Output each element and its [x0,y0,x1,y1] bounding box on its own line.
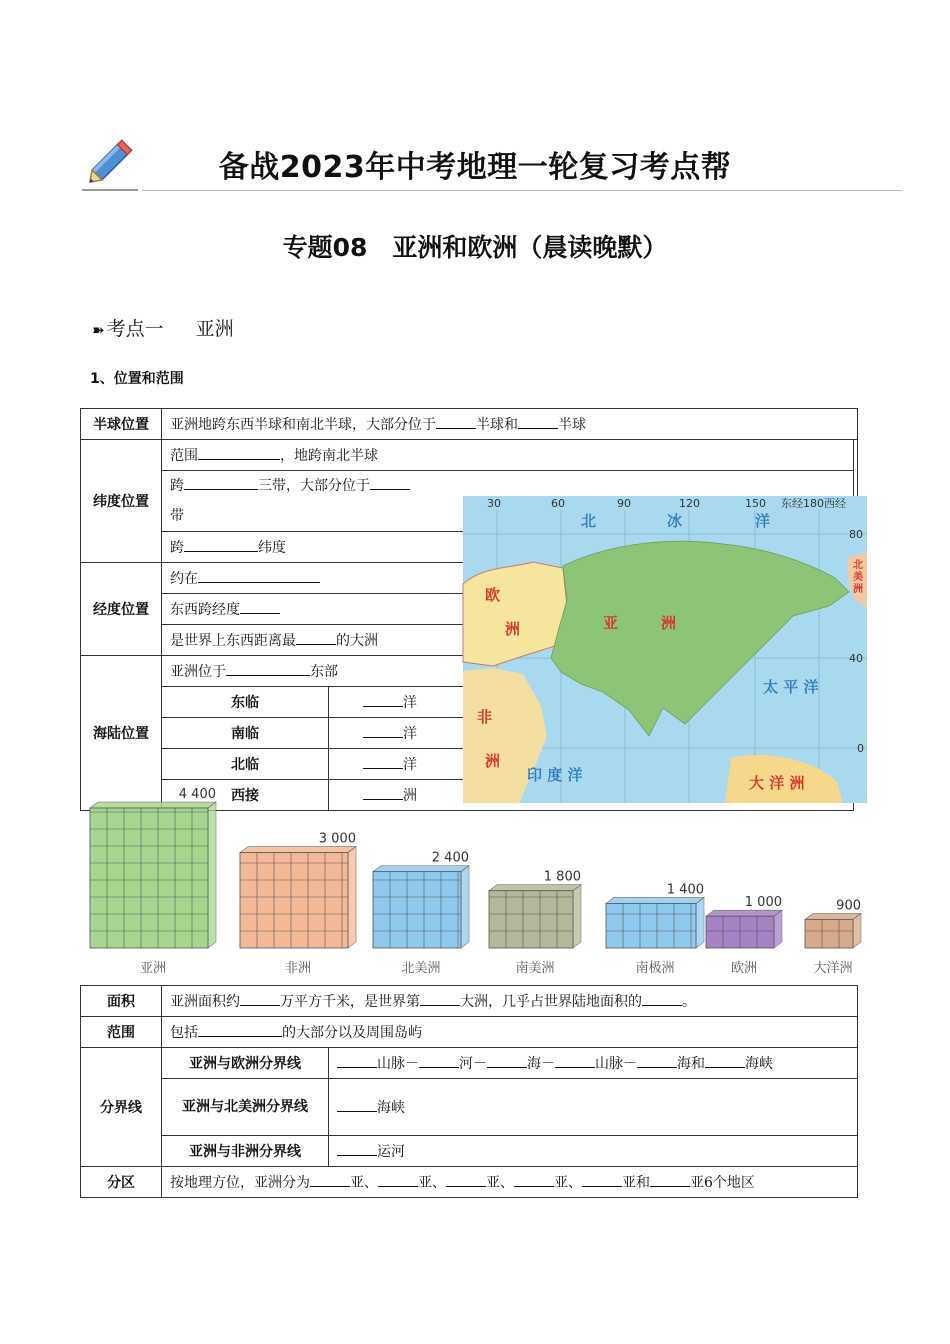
fill-blank [240,599,280,614]
cell-text: 洋 [403,695,417,711]
fill-blank [642,991,682,1006]
namerica-label: 北 [853,560,863,571]
table-row [81,1048,858,1079]
fill-blank [198,1022,282,1037]
bar-0 [90,802,216,948]
bar-value-label: 1 800 [543,869,581,885]
fill-blank [363,692,403,707]
cell-text: 亚洲位于 [170,664,226,680]
bar-value-label: 4 400 [178,787,216,802]
bar-value-label: 1 000 [744,895,782,911]
lat-label: 80 [849,528,863,541]
table-row [81,1136,858,1167]
table-row [81,409,858,440]
fill-blank [240,991,280,1006]
direction-label: 西接 [162,780,329,811]
fill-blank [198,445,280,460]
fill-blank [419,1053,459,1068]
cell-text: 按地理方位，亚洲分为 [170,1175,310,1191]
table-row [81,440,858,471]
fill-blank [446,1172,486,1187]
cell [329,1048,858,1079]
cell-text: 亚、 [350,1175,378,1191]
cell-text: 。 [682,994,696,1010]
cell-text: 海－ [527,1056,555,1072]
africa-label: 洲 [485,752,501,770]
topic-title: 专题08 亚洲和欧洲（晨读晚默） [282,233,668,262]
table-row [81,1079,858,1136]
fill-blank [184,475,258,490]
row-label: 面积 [81,986,162,1017]
fill-blank [226,661,310,676]
asia-label: 洲 [661,614,677,632]
fill-blank [378,1172,418,1187]
arctic-label: 北 [581,512,597,530]
arctic-label: 洋 [755,512,771,530]
lat-label: 40 [849,652,863,665]
cell-text: 是世界上东西距离最 [170,633,296,649]
cell [162,1167,858,1198]
fill-blank [184,537,258,552]
cell-text: 海峡 [745,1056,773,1072]
bar-category-label: 大洋洲 [813,961,853,976]
cell-text: 大洲，几乎占世界陆地面积的 [460,994,642,1010]
bar-value-label: 900 [836,898,861,914]
bar-category-label: 欧洲 [730,961,758,976]
cell-text: 纬度 [258,540,286,556]
bar-category-label: 南美洲 [515,961,555,976]
cell-text: 的大部分以及周围岛屿 [282,1025,422,1041]
cell-text: 亚和 [622,1175,650,1191]
page-header-title: 备战2023年中考地理一轮复习考点帮 [218,150,732,185]
cell-text: 亚、 [554,1175,582,1191]
fill-blank [337,1097,377,1112]
cell [329,1136,858,1167]
fill-blank [436,414,476,429]
bar-category-label: 亚洲 [139,961,167,976]
table-row [81,986,858,1017]
fill-blank [310,1172,350,1187]
lon-label: 120 [679,497,700,510]
europe-label: 欧 [485,586,501,604]
bar-5 [706,910,782,948]
row-label: 分区 [81,1167,162,1198]
row-label: 范围 [81,1017,162,1048]
cell-text: 万平方千米，是世界第 [280,994,420,1010]
cell-text: 包括 [170,1025,198,1041]
cell [162,986,858,1017]
boundary-label: 亚洲与欧洲分界线 [162,1048,329,1079]
namerica-label: 洲 [853,584,863,595]
lon-label: 东经180西经 [781,497,846,510]
europe-label: 洲 [505,620,521,638]
fill-blank [487,1053,527,1068]
row-label: 纬度位置 [81,440,162,563]
fill-blank [337,1141,377,1156]
fill-blank [518,414,558,429]
row-label: 分界线 [81,1048,162,1167]
direction-label: 南临 [162,718,329,749]
cell-text: 亚、 [418,1175,446,1191]
cell-text: 洲 [403,788,417,804]
boundary-label: 亚洲与非洲分界线 [162,1136,329,1167]
cell-text: 山脉－ [595,1056,637,1072]
indian-ocean-label: 印 度 洋 [527,766,583,784]
arrow-icon: ➽ [92,321,105,339]
cell-text: 跨 [170,540,184,556]
fill-blank [514,1172,554,1187]
hemisphere-cell [162,409,858,440]
lon-label: 30 [487,497,501,510]
namerica-label: 美 [853,572,863,583]
cell-text: 带 [170,508,184,524]
cell-text: 半球和 [476,417,518,433]
arctic-label: 冰 [667,512,683,530]
kaodian-name: 亚洲 [195,318,234,340]
direction-label: 北临 [162,749,329,780]
table-row [81,1017,858,1048]
cell-text: 海峡 [377,1100,405,1116]
bar-4 [606,897,704,948]
cell-text: 亚、 [486,1175,514,1191]
section-heading: 1、位置和范围 [90,371,184,387]
direction-label: 东临 [162,687,329,718]
asia-label: 亚 [603,614,619,632]
fill-blank [650,1172,690,1187]
cell-text: 河－ [459,1056,487,1072]
bar-category-label: 南极洲 [635,961,675,976]
fill-blank [555,1053,595,1068]
cell-text: 三带，大部分位于 [258,478,370,494]
cell-text: 东西跨经度 [170,602,240,618]
cell-text: 东部 [310,664,338,680]
bar-2 [373,866,469,948]
header-divider [142,190,902,191]
area-table [80,985,858,1198]
fill-blank [420,991,460,1006]
cell-text: 山脉－ [377,1056,419,1072]
row-label: 经度位置 [81,563,162,656]
row-label: 海陆位置 [81,656,162,811]
oceania-label: 大 洋 洲 [749,774,805,792]
bar-value-label: 3 000 [318,831,356,847]
cell-text: 海和 [677,1056,705,1072]
cell-text: 运河 [377,1144,405,1160]
bar-category-label: 非洲 [284,961,312,976]
fill-blank [363,754,403,769]
bar-3 [489,885,581,948]
fill-blank [198,568,320,583]
table-row [81,1167,858,1198]
fill-blank [296,630,336,645]
cell-text: 约在 [170,571,198,587]
boundary-label: 亚洲与北美洲分界线 [162,1079,329,1136]
cell-text: 范围 [170,448,198,464]
cell-text: 跨 [170,478,184,494]
africa-label: 非 [477,708,493,726]
cell-text: ，地跨南北半球 [280,448,378,464]
bar-category-label: 北美洲 [401,961,441,976]
cell [162,1017,858,1048]
lon-label: 150 [745,497,766,510]
cell [162,440,854,471]
lon-label: 60 [551,497,565,510]
fill-blank [337,1053,377,1068]
cell-text: 洋 [403,757,417,773]
fill-blank [363,785,403,800]
cell-text: 半球 [558,417,586,433]
pacific-label: 太 平 洋 [763,678,819,696]
bar-value-label: 2 400 [431,850,469,866]
cell-text: 的大洲 [336,633,378,649]
fill-blank [370,475,410,490]
lat-label: 0 [857,742,864,755]
fill-blank [705,1053,745,1068]
fill-blank [582,1172,622,1187]
bar-value-label: 1 400 [666,882,704,898]
cell-text: 亚6个地区 [690,1175,755,1191]
cell [329,1079,858,1136]
lon-label: 90 [617,497,631,510]
asia-map [463,496,867,803]
fill-blank [363,723,403,738]
kaodian-label: 考点一 [106,318,164,340]
bar-6 [805,913,861,948]
cell-text: 洋 [403,726,417,742]
bar-1 [240,847,356,948]
fill-blank [637,1053,677,1068]
row-label: 半球位置 [81,409,162,440]
cell-text: 亚洲面积约 [170,994,240,1010]
kaodian-heading [92,314,234,341]
cell-text: 亚洲地跨东西半球和南北半球，大部分位于 [170,417,436,433]
